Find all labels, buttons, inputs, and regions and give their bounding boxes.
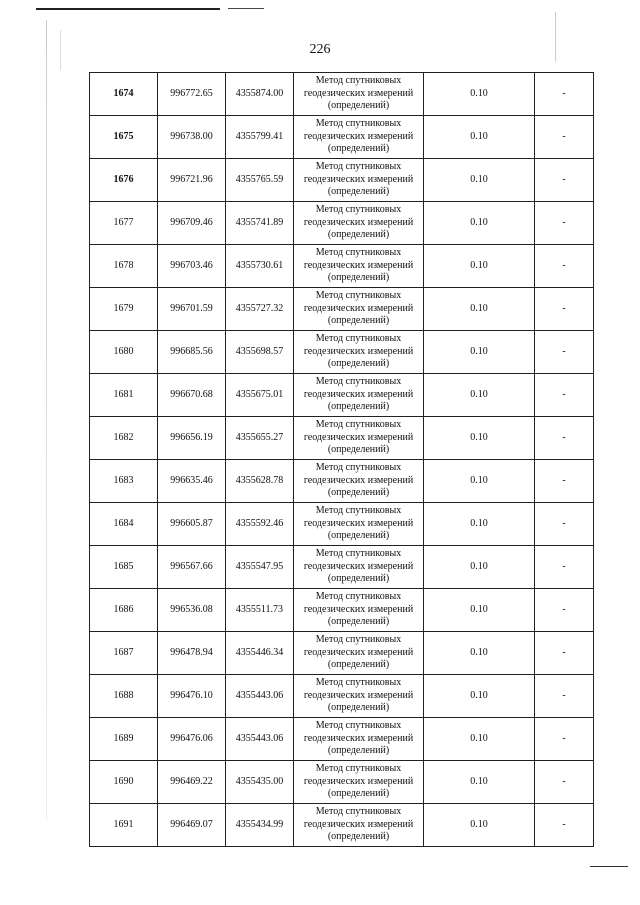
x-coordinate-cell: 996469.07: [158, 804, 226, 847]
method-line: геодезических измерений: [303, 259, 414, 271]
y-coordinate-cell: 4355675.01: [226, 374, 294, 417]
method-line: геодезических измерений: [303, 474, 414, 486]
accuracy-cell: 0.10: [424, 288, 535, 331]
method-cell: [294, 245, 424, 288]
point-number-cell: 1678: [90, 245, 158, 288]
point-number-cell: 1685: [90, 546, 158, 589]
method-line: геодезических измерений: [303, 818, 414, 830]
note-cell: -: [535, 503, 594, 546]
method-line: геодезических измерений: [303, 646, 414, 658]
accuracy-cell: 0.10: [424, 245, 535, 288]
y-coordinate-cell: 4355443.06: [226, 675, 294, 718]
table-row: [90, 761, 594, 804]
table-row: [90, 288, 594, 331]
note-cell: -: [535, 460, 594, 503]
method-line: (определений): [327, 272, 390, 284]
note-cell: -: [535, 675, 594, 718]
method-line: геодезических измерений: [303, 517, 414, 529]
y-coordinate-cell: 4355730.61: [226, 245, 294, 288]
method-line: Метод спутниковых: [315, 118, 402, 130]
page-number: 226: [309, 42, 331, 57]
accuracy-cell: 0.10: [424, 632, 535, 675]
coordinates-table: [89, 72, 594, 847]
point-number-cell: 1675: [90, 116, 158, 159]
x-coordinate-cell: 996738.00: [158, 116, 226, 159]
note-cell: -: [535, 632, 594, 675]
method-line: геодезических измерений: [303, 732, 414, 744]
method-line: Метод спутниковых: [315, 333, 402, 345]
x-coordinate-cell: 996685.56: [158, 331, 226, 374]
point-number-cell: 1690: [90, 761, 158, 804]
method-line: Метод спутниковых: [315, 376, 402, 388]
point-number-cell: 1691: [90, 804, 158, 847]
table-row: [90, 632, 594, 675]
table-row: [90, 245, 594, 288]
method-line: (определений): [327, 444, 390, 456]
method-cell: [294, 374, 424, 417]
table-row: [90, 116, 594, 159]
method-line: геодезических измерений: [303, 130, 414, 142]
method-line: (определений): [327, 745, 390, 757]
method-line: (определений): [327, 358, 390, 370]
note-cell: -: [535, 761, 594, 804]
note-cell: -: [535, 718, 594, 761]
note-cell: -: [535, 288, 594, 331]
table-row: [90, 718, 594, 761]
table-row: [90, 417, 594, 460]
method-cell: [294, 73, 424, 116]
method-line: геодезических измерений: [303, 87, 414, 99]
method-line: геодезических измерений: [303, 431, 414, 443]
method-line: геодезических измерений: [303, 603, 414, 615]
point-number-cell: 1684: [90, 503, 158, 546]
method-line: (определений): [327, 530, 390, 542]
point-number-cell: 1680: [90, 331, 158, 374]
table-row: [90, 460, 594, 503]
method-line: Метод спутниковых: [315, 505, 402, 517]
point-number-cell: 1686: [90, 589, 158, 632]
x-coordinate-cell: 996703.46: [158, 245, 226, 288]
method-line: (определений): [327, 659, 390, 671]
accuracy-cell: 0.10: [424, 589, 535, 632]
y-coordinate-cell: 4355655.27: [226, 417, 294, 460]
method-line: (определений): [327, 573, 390, 585]
x-coordinate-cell: 996656.19: [158, 417, 226, 460]
method-line: Метод спутниковых: [315, 247, 402, 259]
accuracy-cell: 0.10: [424, 718, 535, 761]
point-number-cell: 1682: [90, 417, 158, 460]
method-line: Метод спутниковых: [315, 677, 402, 689]
point-number-cell: 1687: [90, 632, 158, 675]
table-row: [90, 73, 594, 116]
accuracy-cell: 0.10: [424, 159, 535, 202]
note-cell: -: [535, 546, 594, 589]
method-line: Метод спутниковых: [315, 75, 402, 87]
note-cell: -: [535, 245, 594, 288]
note-cell: -: [535, 116, 594, 159]
x-coordinate-cell: 996478.94: [158, 632, 226, 675]
note-cell: -: [535, 159, 594, 202]
method-line: Метод спутниковых: [315, 720, 402, 732]
table-row: [90, 374, 594, 417]
method-line: (определений): [327, 831, 390, 843]
method-cell: [294, 288, 424, 331]
table-row: [90, 331, 594, 374]
note-cell: -: [535, 804, 594, 847]
method-line: геодезических измерений: [303, 302, 414, 314]
scan-artifact-left-margin: [46, 20, 47, 820]
method-cell: [294, 804, 424, 847]
method-cell: [294, 632, 424, 675]
method-line: Метод спутниковых: [315, 161, 402, 173]
table-row: [90, 804, 594, 847]
method-line: Метод спутниковых: [315, 419, 402, 431]
point-number-cell: 1677: [90, 202, 158, 245]
method-line: геодезических измерений: [303, 775, 414, 787]
method-line: (определений): [327, 702, 390, 714]
method-line: геодезических измерений: [303, 689, 414, 701]
accuracy-cell: 0.10: [424, 675, 535, 718]
accuracy-cell: 0.10: [424, 116, 535, 159]
x-coordinate-cell: 996469.22: [158, 761, 226, 804]
x-coordinate-cell: 996635.46: [158, 460, 226, 503]
point-number-cell: 1676: [90, 159, 158, 202]
method-line: (определений): [327, 229, 390, 241]
y-coordinate-cell: 4355434.99: [226, 804, 294, 847]
method-cell: [294, 503, 424, 546]
table-row: [90, 546, 594, 589]
y-coordinate-cell: 4355765.59: [226, 159, 294, 202]
method-line: геодезических измерений: [303, 560, 414, 572]
method-cell: [294, 116, 424, 159]
method-line: Метод спутниковых: [315, 763, 402, 775]
note-cell: -: [535, 589, 594, 632]
method-line: геодезических измерений: [303, 388, 414, 400]
method-line: (определений): [327, 100, 390, 112]
method-line: (определений): [327, 315, 390, 327]
method-line: (определений): [327, 143, 390, 155]
method-line: Метод спутниковых: [315, 204, 402, 216]
method-line: геодезических измерений: [303, 173, 414, 185]
accuracy-cell: 0.10: [424, 374, 535, 417]
y-coordinate-cell: 4355741.89: [226, 202, 294, 245]
scan-artifact-top-line: [36, 8, 220, 10]
accuracy-cell: 0.10: [424, 804, 535, 847]
x-coordinate-cell: 996476.06: [158, 718, 226, 761]
table-row: [90, 202, 594, 245]
method-line: (определений): [327, 788, 390, 800]
x-coordinate-cell: 996567.66: [158, 546, 226, 589]
accuracy-cell: 0.10: [424, 202, 535, 245]
x-coordinate-cell: 996709.46: [158, 202, 226, 245]
point-number-cell: 1674: [90, 73, 158, 116]
method-line: Метод спутниковых: [315, 806, 402, 818]
method-line: Метод спутниковых: [315, 591, 402, 603]
scan-artifact-bottom-line: [590, 866, 628, 867]
point-number-cell: 1688: [90, 675, 158, 718]
x-coordinate-cell: 996721.96: [158, 159, 226, 202]
y-coordinate-cell: 4355443.06: [226, 718, 294, 761]
table-row: [90, 589, 594, 632]
method-cell: [294, 718, 424, 761]
y-coordinate-cell: 4355446.34: [226, 632, 294, 675]
table-row: [90, 675, 594, 718]
x-coordinate-cell: 996701.59: [158, 288, 226, 331]
y-coordinate-cell: 4355592.46: [226, 503, 294, 546]
point-number-cell: 1679: [90, 288, 158, 331]
scan-artifact-top-line-short: [228, 8, 264, 9]
accuracy-cell: 0.10: [424, 73, 535, 116]
y-coordinate-cell: 4355628.78: [226, 460, 294, 503]
note-cell: -: [535, 374, 594, 417]
method-line: (определений): [327, 186, 390, 198]
y-coordinate-cell: 4355511.73: [226, 589, 294, 632]
method-line: геодезических измерений: [303, 345, 414, 357]
method-cell: [294, 331, 424, 374]
method-cell: [294, 417, 424, 460]
x-coordinate-cell: 996670.68: [158, 374, 226, 417]
accuracy-cell: 0.10: [424, 546, 535, 589]
method-line: геодезических измерений: [303, 216, 414, 228]
method-line: Метод спутниковых: [315, 548, 402, 560]
note-cell: -: [535, 202, 594, 245]
x-coordinate-cell: 996536.08: [158, 589, 226, 632]
method-cell: [294, 761, 424, 804]
method-line: Метод спутниковых: [315, 290, 402, 302]
point-number-cell: 1681: [90, 374, 158, 417]
accuracy-cell: 0.10: [424, 331, 535, 374]
accuracy-cell: 0.10: [424, 460, 535, 503]
accuracy-cell: 0.10: [424, 417, 535, 460]
point-number-cell: 1689: [90, 718, 158, 761]
accuracy-cell: 0.10: [424, 503, 535, 546]
note-cell: -: [535, 331, 594, 374]
method-cell: [294, 159, 424, 202]
coordinates-table-body: [90, 73, 594, 847]
method-line: (определений): [327, 616, 390, 628]
method-cell: [294, 202, 424, 245]
point-number-cell: 1683: [90, 460, 158, 503]
method-cell: [294, 460, 424, 503]
accuracy-cell: 0.10: [424, 761, 535, 804]
y-coordinate-cell: 4355435.00: [226, 761, 294, 804]
y-coordinate-cell: 4355547.95: [226, 546, 294, 589]
x-coordinate-cell: 996605.87: [158, 503, 226, 546]
method-cell: [294, 546, 424, 589]
y-coordinate-cell: 4355698.57: [226, 331, 294, 374]
method-line: Метод спутниковых: [315, 462, 402, 474]
method-cell: [294, 589, 424, 632]
y-coordinate-cell: 4355799.41: [226, 116, 294, 159]
note-cell: -: [535, 417, 594, 460]
x-coordinate-cell: 996476.10: [158, 675, 226, 718]
method-line: (определений): [327, 487, 390, 499]
method-line: Метод спутниковых: [315, 634, 402, 646]
method-cell: [294, 675, 424, 718]
table-row: [90, 503, 594, 546]
y-coordinate-cell: 4355727.32: [226, 288, 294, 331]
note-cell: -: [535, 73, 594, 116]
x-coordinate-cell: 996772.65: [158, 73, 226, 116]
method-line: (определений): [327, 401, 390, 413]
table-row: [90, 159, 594, 202]
y-coordinate-cell: 4355874.00: [226, 73, 294, 116]
